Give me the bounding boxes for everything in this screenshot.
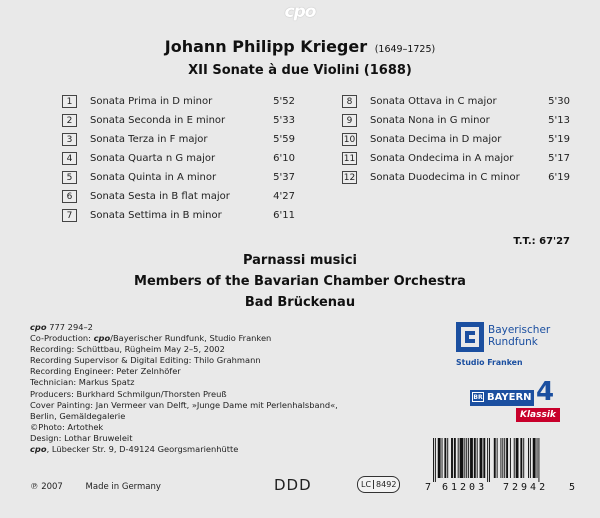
barcode-bar	[470, 438, 473, 478]
track-2	[62, 114, 295, 128]
track-title: Sonata Ondecima in A major	[370, 153, 514, 164]
barcode-bar	[494, 438, 496, 478]
bayern-label: BAYERN	[487, 392, 532, 403]
cpo-brand: cpo	[30, 322, 47, 332]
barcode-check: 5	[569, 482, 576, 493]
br-icon	[456, 322, 484, 352]
lc-number: 8492	[376, 480, 397, 489]
composer-name	[0, 37, 600, 56]
composer-label: Johann Philipp Krieger	[164, 37, 368, 56]
cover-painting: Cover Painting: Jan Vermeer van Delft, »Junge Dame mit Perlenhalsband«,	[30, 399, 338, 410]
track-11	[342, 152, 570, 166]
barcode-bar	[489, 438, 490, 482]
address-rest: , Lübecker Str. 9, D-49124 Georgsmarienhütte	[46, 444, 239, 455]
barcode-bar	[523, 438, 524, 478]
barcode-lead: 7	[425, 482, 432, 493]
composer-dates: (1649–1725)	[374, 44, 436, 55]
barcode-bar	[447, 438, 448, 478]
barcode-bar	[438, 438, 441, 478]
track-number: 2	[62, 114, 77, 127]
technician: Technician: Markus Spatz	[30, 377, 135, 388]
lc-label: LC	[361, 480, 374, 489]
barcode-bar	[480, 438, 483, 478]
track-time: 5'52	[273, 96, 295, 107]
barcode-bar	[516, 438, 519, 478]
barcode-bar	[487, 438, 488, 482]
barcode-bar	[538, 438, 539, 482]
track-time: 6'19	[548, 172, 570, 183]
track-number: 6	[62, 190, 77, 203]
track-number: 4	[62, 152, 77, 165]
track-9	[342, 114, 570, 128]
track-time: 5'30	[548, 96, 570, 107]
track-title: Sonata Decima in D major	[370, 134, 502, 145]
track-title: Sonata Quarta n G major	[90, 153, 216, 164]
track-12	[342, 171, 570, 185]
producers: Producers: Burkhard Schmilgun/Thorsten Preuß	[30, 388, 227, 399]
photo-credit: ©Photo: Artothek	[30, 421, 104, 432]
track-title: Sonata Nona in G minor	[370, 115, 490, 126]
barcode-bar	[533, 438, 536, 478]
coproduction-rest: /Bayerischer Rundfunk, Studio Franken	[110, 333, 272, 344]
work-title: XII Sonate à due Violini (1688)	[188, 63, 412, 78]
track-time: 6'10	[273, 153, 295, 164]
barcode-bar	[504, 438, 505, 478]
barcode-bar	[520, 438, 522, 478]
design-credit: Design: Lothar Bruweleit	[30, 432, 133, 443]
cpo-logo: cpo	[284, 2, 316, 22]
track-time: 5'13	[548, 115, 570, 126]
track-title: Sonata Settima in B minor	[90, 210, 222, 221]
track-time: 5'19	[548, 134, 570, 145]
total-time: T.T.: 67'27	[513, 236, 570, 247]
track-number: 8	[342, 95, 357, 108]
credits-block	[30, 322, 350, 455]
track-7	[62, 209, 295, 223]
track-3	[62, 133, 295, 147]
barcode-bar	[442, 438, 443, 478]
br-line2: Rundfunk	[488, 336, 538, 348]
barcode-bar	[483, 438, 485, 478]
track-5	[62, 171, 295, 185]
track-6	[62, 190, 295, 204]
cpo-brand: cpo	[93, 333, 111, 344]
barcode-bar	[530, 438, 531, 478]
barcode-bar	[451, 438, 453, 478]
track-number: 3	[62, 133, 77, 146]
track-title: Sonata Ottava in C major	[370, 96, 497, 107]
barcode	[425, 438, 575, 496]
recording-supervisor: Recording Supervisor & Digital Editing: Thilo Grahmann	[30, 355, 261, 366]
catalog-number	[30, 322, 350, 333]
track-4	[62, 152, 295, 166]
barcode-bar	[497, 438, 498, 478]
studio-franken: Studio Franken	[456, 358, 523, 367]
bayern-number: 4	[535, 377, 555, 407]
barcode-bars	[433, 438, 568, 482]
track-time: 5'33	[273, 115, 295, 126]
track-title: Sonata Duodecima in C minor	[370, 172, 520, 183]
barcode-bar	[474, 438, 476, 478]
barcode-group1: 61203	[442, 482, 488, 493]
orchestra-place: Bad Brückenau	[244, 295, 356, 310]
barcode-bar	[433, 438, 434, 482]
track-10	[342, 133, 570, 147]
barcode-bar	[528, 438, 529, 478]
br-small-icon: BR	[473, 394, 483, 401]
barcode-bar	[468, 438, 469, 478]
track-title: Sonata Seconda in E minor	[90, 115, 226, 126]
copyright: ℗ 2007	[30, 482, 63, 492]
track-number: 9	[342, 114, 357, 127]
br-line1: Bayerischer	[488, 324, 551, 336]
barcode-bar	[477, 438, 478, 478]
cpo-brand: cpo	[30, 444, 47, 455]
ddd-code: DDD	[274, 476, 312, 494]
track-number: 7	[62, 209, 77, 222]
track-time: 6'11	[273, 210, 295, 221]
track-time: 5'59	[273, 134, 295, 145]
bayern-bar	[470, 390, 536, 406]
label-code	[357, 476, 400, 493]
track-number: 1	[62, 95, 77, 108]
track-number: 11	[343, 154, 356, 164]
track-number: 10	[343, 135, 356, 145]
barcode-bar	[458, 438, 459, 478]
address	[30, 444, 350, 455]
catalog-number-text: 777 294–2	[46, 322, 93, 332]
track-time: 5'17	[548, 153, 570, 164]
ensemble-name: Parnassi musici	[242, 253, 357, 268]
barcode-bar	[514, 438, 515, 478]
track-1	[62, 95, 295, 109]
barcode-bar	[506, 438, 508, 478]
track-time: 4'27	[273, 191, 295, 202]
track-title: Sonata Sesta in B flat major	[90, 191, 230, 202]
track-number: 12	[343, 173, 356, 183]
track-time: 5'37	[273, 172, 295, 183]
recording-engineer: Recording Engineer: Peter Zelnhöfer	[30, 366, 181, 377]
barcode-bar	[537, 438, 538, 478]
track-title: Sonata Quinta in A minor	[90, 172, 217, 183]
cover-painting-location: Berlin, Gemäldegalerie	[30, 410, 126, 421]
barcode-bar	[460, 438, 464, 478]
bayerischer-rundfunk-logo	[456, 322, 576, 370]
track-number: 5	[62, 171, 77, 184]
barcode-bar	[510, 438, 511, 478]
track-8	[342, 95, 570, 109]
coproduction-prefix: Co-Production:	[30, 333, 94, 344]
barcode-bar	[444, 438, 446, 478]
barcode-group2: 72942	[503, 482, 549, 493]
track-title: Sonata Prima in D minor	[90, 96, 213, 107]
recording-info: Recording: Schüttbau, Rügheim May 2–5, 2002	[30, 344, 225, 355]
barcode-bar	[464, 438, 465, 478]
orchestra-members: Members of the Bavarian Chamber Orchestra	[134, 274, 466, 289]
barcode-bar	[435, 438, 436, 482]
barcode-bar	[502, 438, 503, 478]
klassik-label: Klassik	[516, 408, 560, 422]
coproduction	[30, 333, 350, 344]
barcode-bar	[454, 438, 456, 478]
bayern4-klassik-logo	[470, 378, 560, 428]
br-name	[488, 324, 550, 348]
footer-left	[30, 482, 181, 492]
track-title: Sonata Terza in F major	[90, 134, 208, 145]
barcode-bar	[466, 438, 467, 478]
made-in: Made in Germany	[85, 482, 161, 492]
barcode-bar	[500, 438, 501, 478]
